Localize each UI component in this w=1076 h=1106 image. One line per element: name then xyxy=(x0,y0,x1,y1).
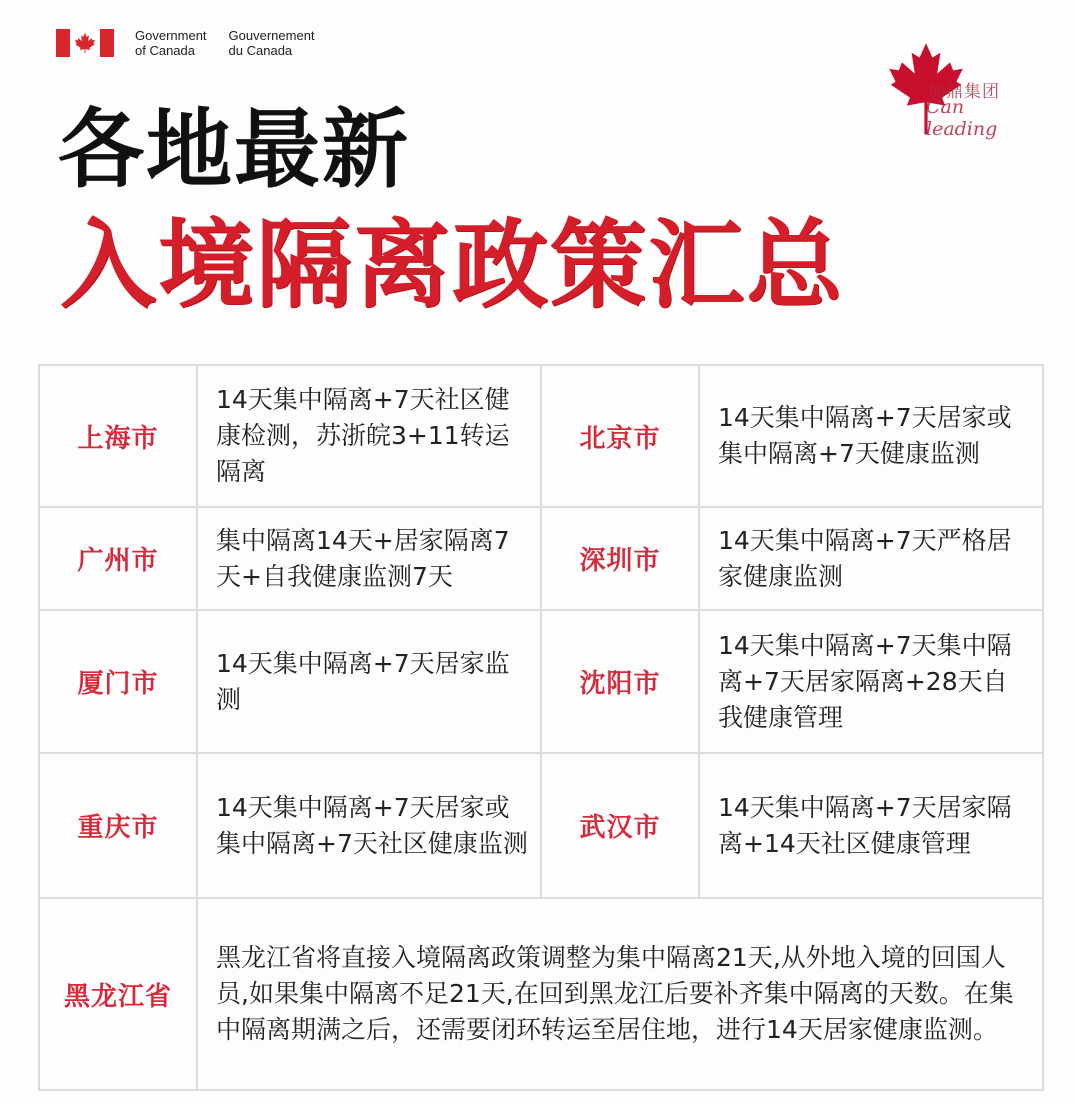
gov-en-line1: Government xyxy=(135,28,207,43)
government-of-canada-header xyxy=(56,27,315,59)
government-wordmark xyxy=(135,28,315,58)
table-row xyxy=(39,610,1043,753)
policy-text: 14天集中隔离+7天居家隔离+14天社区健康管理 xyxy=(699,753,1043,898)
table-row xyxy=(39,898,1043,1090)
gov-fr-line1: Gouvernement xyxy=(228,28,315,43)
policy-text: 14天集中隔离+7天居家或集中隔离+7天社区健康监测 xyxy=(197,753,541,898)
policy-text: 集中隔离14天+居家隔离7天+自我健康监测7天 xyxy=(197,507,541,610)
city-name: 重庆市 xyxy=(39,753,197,898)
policy-text: 14天集中隔离+7天居家或集中隔离+7天健康监测 xyxy=(699,365,1043,507)
canada-flag xyxy=(56,29,114,57)
policy-text: 14天集中隔离+7天集中隔离+7天居家隔离+28天自我健康管理 xyxy=(699,610,1043,753)
page-title-line2: 入境隔离政策汇总 xyxy=(60,209,844,321)
city-name: 北京市 xyxy=(541,365,699,507)
policy-table xyxy=(38,364,1044,1091)
page-title-line1: 各地最新 xyxy=(58,100,410,200)
can-leading-logo xyxy=(886,40,1026,140)
table-row xyxy=(39,507,1043,610)
city-name: 厦门市 xyxy=(39,610,197,753)
city-name: 武汉市 xyxy=(541,753,699,898)
gov-en-line2: of Canada xyxy=(135,43,195,58)
gov-fr-line2: du Canada xyxy=(228,43,293,58)
policy-text: 14天集中隔离+7天社区健康检测，苏浙皖3+11转运隔离 xyxy=(197,365,541,507)
policy-text: 黑龙江省将直接入境隔离政策调整为集中隔离21天,从外地入境的回国人员,如果集中隔离不足21天,在回到黑龙江后要补齐集中隔离的天数。在集中隔离期满之后，还需要闭环转运至居住地，进行14天居家健康监测。 xyxy=(197,898,1043,1090)
policy-text: 14天集中隔离+7天严格居家健康监测 xyxy=(699,507,1043,610)
city-name: 沈阳市 xyxy=(541,610,699,753)
logo-chinese-name: 加鼎集团 xyxy=(928,82,1000,102)
logo-english-name: Can leading xyxy=(926,96,998,140)
table-row xyxy=(39,753,1043,898)
city-name: 深圳市 xyxy=(541,507,699,610)
policy-text: 14天集中隔离+7天居家监测 xyxy=(197,610,541,753)
table-row xyxy=(39,365,1043,507)
city-name: 上海市 xyxy=(39,365,197,507)
city-name: 黑龙江省 xyxy=(39,898,197,1090)
city-name: 广州市 xyxy=(39,507,197,610)
maple-leaf-icon xyxy=(74,32,96,54)
